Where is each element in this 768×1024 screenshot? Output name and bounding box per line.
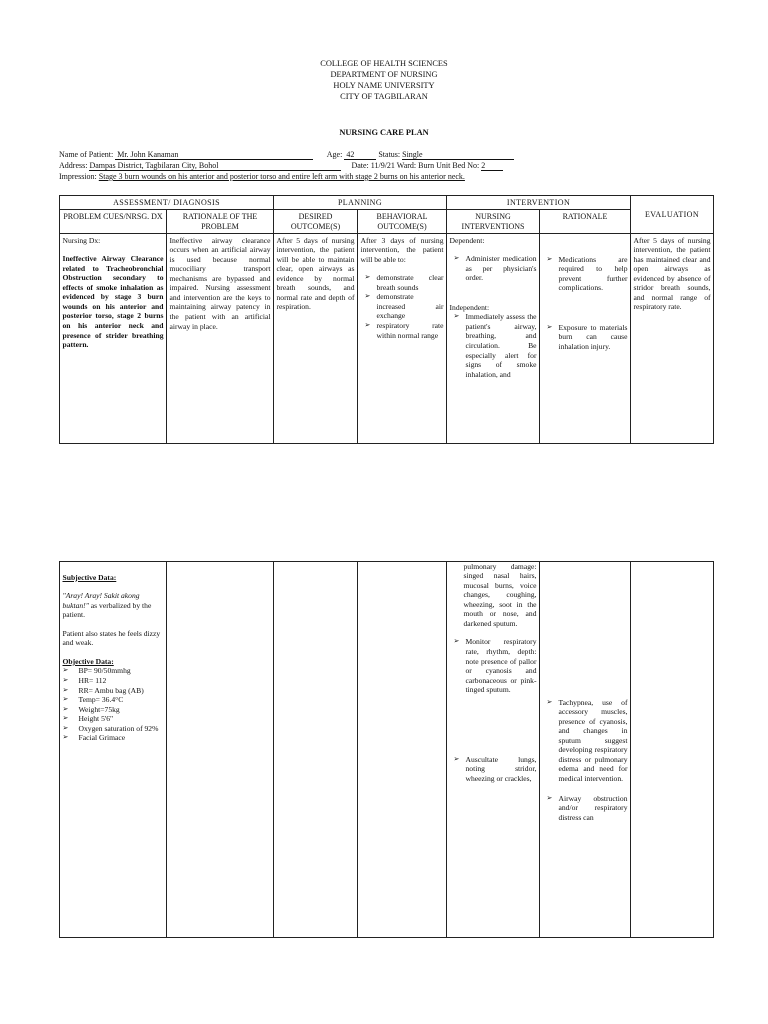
impression-label: Impression: — [59, 172, 97, 181]
arrow-bullet-icon: ➢ — [62, 666, 69, 675]
patient-status: Single — [402, 150, 423, 159]
address-field — [89, 161, 341, 171]
ward-label: Ward: — [396, 161, 417, 170]
group-header-row — [60, 196, 714, 210]
arrow-bullet-icon: ➢ — [62, 704, 69, 713]
arrow-bullet-icon: ➢ — [62, 695, 69, 704]
empty-cell — [631, 562, 714, 938]
arrow-bullet-icon: ➢ — [62, 685, 69, 694]
arrow-bullet-icon: ➢ — [546, 793, 553, 802]
nursing-interventions-header: NURSING INTERVENTIONS — [447, 210, 540, 234]
list-item: ➢ HR= 112 — [62, 676, 107, 685]
header-college: COLLEGE OF HEALTH SCIENCES — [320, 59, 448, 68]
arrow-bullet-icon: ➢ — [546, 322, 553, 331]
plan-title: NURSING CARE PLAN — [339, 128, 429, 137]
patient-age: 42 — [346, 150, 355, 159]
behavioral-intro: After 3 days of nursing intervention, the patient will be able to: — [360, 235, 444, 264]
assessment-group-header: ASSESSMENT/ DIAGNOSIS — [60, 196, 274, 210]
date-label: Date: — [351, 161, 369, 170]
arrow-bullet-icon: ➢ — [546, 254, 553, 263]
list-item: ➢ Exposure to materials burn can cause inhalation injury. — [546, 322, 628, 351]
header-university: HOLY NAME UNIVERSITY — [333, 81, 435, 90]
planning-group-header: PLANNING — [274, 196, 447, 210]
rationale-problem-cell: Ineffective airway clearance occurs when an artificial airway is used because normal mucociliary transport mechanisms are bypassed and impaired. Nursing assessment and intervention are the keys to maintaining airway patency in the patient with an artificial airway in place. — [167, 234, 274, 444]
arrow-bullet-icon: ➢ — [546, 697, 553, 706]
evaluation-cell: After 5 days of nursing intervention, the patient has maintained clear and open airways as evidenced by absence of stridor breath sounds, and normal range of respiratory rate. — [631, 234, 714, 444]
patient-address: Dampas District, Tagbilaran City, Bohol — [89, 161, 219, 170]
sub-header-row — [60, 210, 714, 234]
behavioral-outcome-header: BEHAVIORAL OUTCOME(S) — [358, 210, 447, 234]
empty-cell — [274, 562, 358, 938]
rationale-continued-cell — [540, 562, 631, 938]
objective-label: Objective Data: — [62, 656, 114, 666]
list-item: ➢ Tachypnea, use of accessory muscles, presence of cyanosis, and changes in sputum suggest developing respiratory distress or pulmonary edema and need for medical intervention. — [546, 697, 628, 783]
header-city: CITY OF TAGBILARAN — [340, 92, 428, 101]
nursing-dx: Ineffective Airway Clearance related to Tracheobronchial Obstruction secondary to effects of smoke inhalation as evidenced by stage 3 burn wounds on his anterior and posterior torso, stage 2 burns on his anterior neck and presence of strider breathing pattern. — [62, 254, 164, 350]
institution-header — [0, 58, 768, 102]
subjective-statement: Patient also states he feels dizzy and weak. — [62, 628, 161, 648]
behavioral-outcome-cell — [358, 234, 447, 444]
list-item: ➢ Temp= 36.4°C — [62, 695, 124, 705]
arrow-bullet-icon: ➢ — [453, 254, 460, 263]
list-item: ➢ Medications are required to help prevent further complications. — [546, 254, 628, 293]
subjective-quote: "Aray! Aray! Sakit akong buktan!" as verbalized by the patient. — [62, 591, 152, 620]
list-item: ➢ respiratory rate within normal range — [364, 321, 444, 340]
interventions-continued-cell — [447, 562, 540, 938]
arrow-bullet-icon: ➢ — [62, 714, 69, 723]
evaluation-header: EVALUATION — [631, 196, 714, 234]
list-item: ➢ BP= 90/50mmhg — [62, 666, 131, 676]
continuation-row — [60, 562, 714, 938]
list-item: ➢ Airway obstruction and/or respiratory distress can — [546, 793, 628, 822]
arrow-bullet-icon: ➢ — [62, 676, 69, 684]
impression-line — [59, 172, 465, 182]
patient-date: 11/9/21 — [370, 161, 395, 170]
cues-cell — [60, 562, 167, 938]
subjective-label: Subjective Data: — [62, 572, 117, 582]
independent-label: Independent: — [449, 302, 490, 312]
arrow-bullet-icon: ➢ — [62, 733, 69, 742]
header-department: DEPARTMENT OF NURSING — [330, 70, 438, 79]
list-item: ➢ RR= Ambu bag (AB) — [62, 685, 144, 695]
arrow-bullet-icon: ➢ — [453, 312, 460, 321]
objective-list — [63, 666, 164, 743]
patient-name-line — [59, 150, 514, 160]
intervention-continuation: pulmonary damage: singed nasal hairs, mucosal burns, voice changes, coughing, wheezing, soot in the mouth or nose, and darkened sputum. — [463, 561, 537, 628]
age-label: Age: — [326, 150, 343, 159]
name-field — [115, 150, 313, 160]
desired-outcome-cell: After 5 days of nursing intervention, the patient will be able to maintain clear, open airways as evidence by normal breath sounds, and normal rate and depth of respiration. — [274, 234, 358, 444]
arrow-bullet-icon: ➢ — [364, 321, 371, 329]
nursing-dx-label: Nursing Dx: — [62, 235, 101, 245]
arrow-bullet-icon: ➢ — [62, 723, 69, 732]
dependent-label: Dependent: — [449, 235, 485, 245]
rationale-cell — [540, 234, 631, 444]
bed-label: Bed No: — [452, 161, 480, 170]
care-plan-row — [60, 234, 714, 444]
list-item: ➢ Auscultate lungs, noting stridor, wheezing or crackles, — [453, 754, 537, 783]
arrow-bullet-icon: ➢ — [364, 273, 371, 282]
list-item: ➢ Immediately assess the patient's airway, breathing, and circulation. Be especially alert for signs of smoke inhalation, and — [453, 312, 537, 379]
desired-outcome-header: DESIRED OUTCOME(S) — [274, 210, 358, 234]
list-item: ➢ Oxygen saturation of 92% — [62, 723, 159, 733]
age-field — [344, 150, 376, 160]
list-item: ➢ demonstrate increased air exchange — [364, 292, 444, 321]
empty-cell — [358, 562, 447, 938]
care-plan-table — [59, 195, 714, 444]
patient-name: Mr. John Kanaman — [117, 150, 179, 159]
intervention-group-header: INTERVENTION — [447, 196, 631, 210]
bed-field — [481, 161, 503, 171]
list-item: ➢ Administer medication as per physician's order. — [453, 254, 537, 283]
impression-text: Stage 3 burn wounds on his anterior and posterior torso and entire left arm with stage 2 burns on his anterior neck. — [98, 172, 465, 181]
status-field — [402, 150, 514, 160]
nursing-dx-cell — [60, 234, 167, 444]
list-item: ➢ Height 5'6" — [62, 714, 114, 724]
care-plan-continuation-table — [59, 561, 714, 938]
list-item: ➢ Monitor respiratory rate, rhythm, depth: note presence of pallor or cyanosis and carbonaceous or pink-tinged sputum. — [453, 637, 537, 695]
problem-header: PROBLEM CUES/NRSG. DX — [60, 210, 167, 234]
patient-ward: Burn Unit — [418, 161, 451, 170]
arrow-bullet-icon: ➢ — [453, 637, 460, 646]
patient-address-line — [59, 161, 503, 171]
patient-bed: 2 — [481, 161, 486, 170]
list-item: ➢ demonstrate clear breath sounds — [364, 273, 444, 292]
list-item: ➢ Weight=75kg — [62, 704, 120, 714]
status-label: Status: — [378, 150, 401, 159]
rationale-header: RATIONALE — [540, 210, 631, 234]
list-item: ➢ Facial Grimace — [62, 733, 126, 743]
nursing-interventions-cell — [447, 234, 540, 444]
behavioral-list — [361, 273, 444, 340]
empty-cell — [167, 562, 274, 938]
arrow-bullet-icon: ➢ — [453, 754, 460, 763]
rationale-problem-header: RATIONALE OF THE PROBLEM — [167, 210, 274, 234]
arrow-bullet-icon: ➢ — [364, 292, 371, 301]
address-label: Address: — [59, 161, 88, 170]
name-label: Name of Patient: — [59, 150, 114, 159]
